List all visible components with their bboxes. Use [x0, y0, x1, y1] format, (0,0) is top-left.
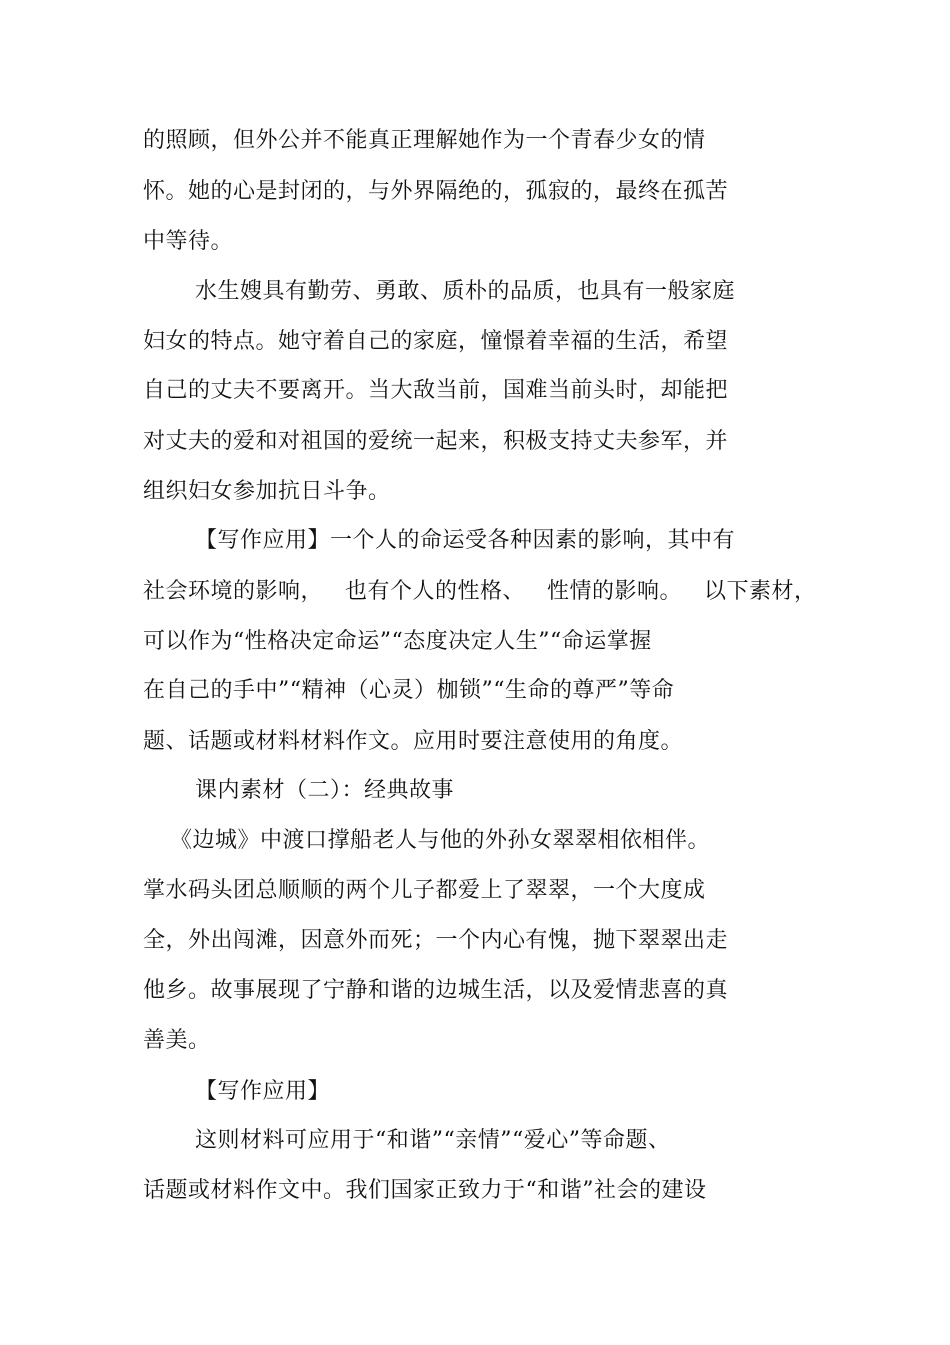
text-line: 怀。她的心是封闭的，与外界隔绝的，孤寂的，最终在孤苦: [143, 179, 729, 204]
text-line: 他乡。故事展现了宁静和谐的边城生活，以及爱情悲喜的真: [143, 978, 729, 1003]
text-line: 组织妇女参加抗日斗争。: [143, 479, 391, 504]
text-segment: 以下素材，: [704, 579, 817, 604]
paragraph-first-line: 《边城》中渡口撑船老人与他的外孙女翠翠相依相伴。: [170, 828, 711, 853]
text-segment: 性情的影响。: [547, 579, 683, 604]
text-line: 话题或材料作文中。我们国家正致力于“和谐”社会的建设: [143, 1178, 707, 1203]
text-line: 自己的丈夫不要离开。当大敌当前，国难当前头时，却能把: [143, 378, 729, 403]
writing-application-heading: 【写作应用】一个人的命运受各种因素的影响，其中有: [195, 528, 736, 553]
text-segment: 社会环境的影响，: [143, 579, 324, 604]
text-line: 的照顾，但外公并不能真正理解她作为一个青春少女的情: [143, 128, 706, 153]
text-line: 掌水码头团总顺顺的两个儿子都爱上了翠翠，一个大度成: [143, 878, 706, 903]
text-segment: 也有个人的性格、: [345, 579, 526, 604]
paragraph-first-line: 水生嫂具有勤劳、勇敢、质朴的品质，也具有一般家庭: [195, 279, 736, 304]
paragraph-first-line: 这则材料可应用于“和谐”“亲情”“爱心”等命题、: [195, 1128, 671, 1153]
text-line: 全，外出闯滩，因意外而死；一个内心有愧，抛下翠翠出走: [143, 928, 729, 953]
text-line: 可以作为“性格决定命运”“态度决定人生”“命运掌握: [143, 629, 652, 654]
writing-application-heading: 【写作应用】: [195, 1079, 331, 1104]
text-line: 中等待。: [143, 229, 234, 254]
section-heading: 课内素材（二）：经典故事: [195, 778, 455, 803]
text-line: 善美。: [143, 1028, 211, 1053]
text-line: 题、话题或材料材料作文。应用时要注意使用的角度。: [143, 729, 684, 754]
text-line: 对丈夫的爱和对祖国的爱统一起来，积极支持丈夫参军，并: [143, 429, 729, 454]
text-line: 在自己的手中”“精神（心灵）枷锁”“生命的尊严”等命: [143, 678, 675, 703]
text-line-spaced: [143, 577, 817, 607]
text-line: 妇女的特点。她守着自己的家庭，憧憬着幸福的生活，希望: [143, 329, 729, 354]
